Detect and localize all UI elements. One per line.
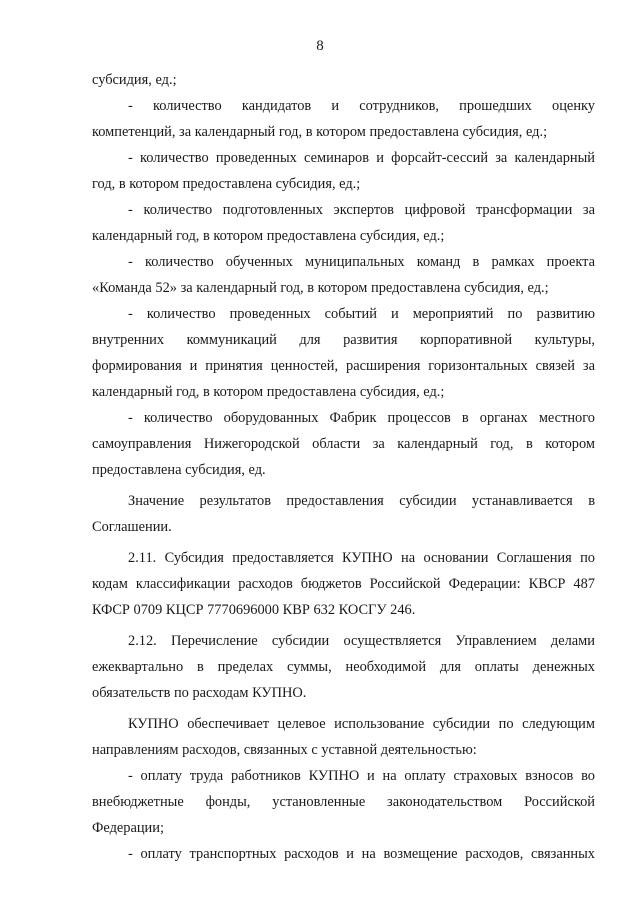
- text-line: Федерации;: [92, 820, 164, 836]
- text-line: направлениям расходов, связанных с уставной деятельностью:: [92, 742, 477, 758]
- text-line: ежеквартально в пределах суммы, необходимой для оплаты денежных: [92, 659, 595, 675]
- text-line: предоставлена субсидия, ед.: [92, 462, 266, 478]
- paragraph-experts: [92, 197, 595, 249]
- text-line: - количество подготовленных экспертов цифровой трансформации за: [128, 202, 595, 218]
- text-line: Соглашении.: [92, 519, 172, 535]
- text-line: внутренних коммуникаций для развития корпоративной культуры,: [92, 332, 595, 348]
- text-line: - количество проведенных событий и мероприятий по развитию: [128, 306, 595, 322]
- paragraph-results-value: [92, 488, 595, 540]
- paragraph-2-12: [92, 628, 595, 706]
- paragraph-transport: [92, 841, 595, 867]
- paragraph-seminars: [92, 145, 595, 197]
- text-line: внебюджетные фонды, установленные законодательством Российской: [92, 794, 595, 810]
- text-line: 2.11. Субсидия предоставляется КУПНО на основании Соглашения по: [128, 550, 595, 566]
- paragraph-events: [92, 301, 595, 405]
- text-line: компетенций, за календарный год, в котором предоставлена субсидия, ед.;: [92, 124, 548, 140]
- text-line: кодам классификации расходов бюджетов Российской Федерации: КВСР 487: [92, 576, 595, 592]
- text-line: субсидия, ед.;: [92, 72, 177, 88]
- paragraph-factories: [92, 405, 595, 483]
- text-line: календарный год, в котором предоставлена субсидия, ед.;: [92, 384, 445, 400]
- paragraph-2-11: [92, 545, 595, 623]
- text-line: Значение результатов предоставления субсидии устанавливается в: [128, 493, 595, 509]
- paragraph-candidates: [92, 93, 595, 145]
- text-line: 2.12. Перечисление субсидии осуществляется Управлением делами: [128, 633, 595, 649]
- text-line: календарный год, в котором предоставлена субсидия, ед.;: [92, 228, 445, 244]
- paragraph-subsidy-tail: [92, 67, 595, 93]
- text-line: обязательств по расходам КУПНО.: [92, 685, 307, 701]
- text-line: КУПНО обеспечивает целевое использование субсидии по следующим: [128, 716, 595, 732]
- paragraph-teams: [92, 249, 595, 301]
- text-line: - количество кандидатов и сотрудников, прошедших оценку: [128, 98, 595, 114]
- text-line: самоуправления Нижегородской области за календарный год, в котором: [92, 436, 595, 452]
- page-number: 8: [316, 38, 324, 54]
- paragraph-salaries: [92, 763, 595, 841]
- text-line: КФСР 0709 КЦСР 7770696000 КВР 632 КОСГУ 246.: [92, 602, 416, 618]
- text-line: - количество обученных муниципальных команд в рамках проекта: [128, 254, 595, 270]
- paragraph-targeted-use: [92, 711, 595, 763]
- text-line: «Команда 52» за календарный год, в котором предоставлена субсидия, ед.;: [92, 280, 549, 296]
- text-line: - оплату транспортных расходов и на возмещение расходов, связанных: [128, 846, 595, 862]
- text-line: - количество оборудованных Фабрик процессов в органах местного: [128, 410, 595, 426]
- text-line: - количество проведенных семинаров и форсайт-сессий за календарный: [128, 150, 595, 166]
- text-line: - оплату труда работников КУПНО и на оплату страховых взносов во: [128, 768, 595, 784]
- text-line: год, в котором предоставлена субсидия, ед.;: [92, 176, 361, 192]
- text-line: формирования и принятия ценностей, расширения горизонтальных связей за: [92, 358, 595, 374]
- document-body: [92, 67, 595, 867]
